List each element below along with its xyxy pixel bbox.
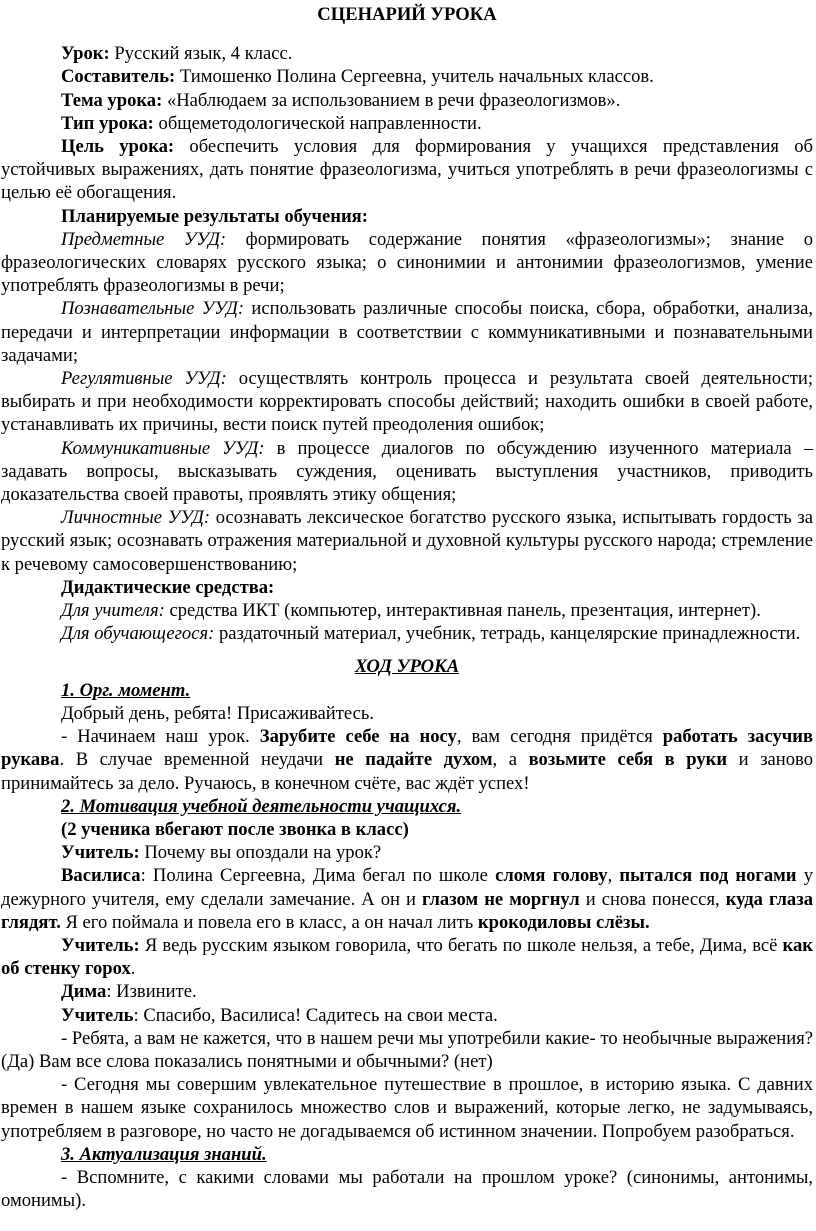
means-teacher-label: Для учителя:: [61, 600, 165, 622]
means-student-label: Для обучающегося:: [61, 623, 215, 645]
means-heading: Дидактические средства:: [61, 576, 275, 598]
lesson-label: Урок:: [61, 43, 110, 65]
document-title: СЦЕНАРИЙ УРОКА: [317, 4, 497, 25]
dima-line: Дима: Извините.: [61, 981, 197, 1003]
author-label: Составитель:: [61, 66, 176, 88]
teacher-line-3: Учитель: Спасибо, Василиса! Садитесь на свои места.: [61, 1004, 498, 1026]
topic-line: [1, 89, 813, 112]
lesson-value: Русский язык, 4 класс.: [109, 43, 293, 65]
section-3-question: - Вспомните, с какими словами мы работали на прошлом уроке? (синонимы, антонимы, омонимы).: [1, 1166, 813, 1212]
type-label: Тип урока:: [61, 112, 154, 134]
subject-results: Предметные УУД: формировать содержание понятия «фразеологизмы»; знание о фразеологических словарях русского языка; о синонимии и антонимии фразеологизмов, умение употреблять фразеологизмы в речи;: [1, 228, 813, 297]
lesson-line: [1, 42, 813, 65]
type-line: [1, 112, 813, 135]
teacher-line-1: Учитель: Почему вы опоздали на урок?: [61, 842, 382, 864]
topic-value: «Наблюдаем за использованием в речи фразеологизмов».: [162, 89, 621, 111]
regulative-label: Регулятивные УУД:: [61, 368, 227, 390]
goal-value: обеспечить условия для формирования у учащихся представления об устойчивых выражениях, дать понятие фразеологизма, учиться употреблять в речи фразеологизмы с целью её обогащения.: [1, 136, 814, 204]
teacher-line-2: Учитель: Я ведь русским языком говорила, что бегать по школе нельзя, а тебе, Дима, всё как об стенку горох.: [1, 934, 813, 980]
type-value: общеметодологической направленности.: [153, 112, 482, 134]
section-1-intro: - Начинаем наш урок. Зарубите себе на носу, вам сегодня придётся работать засучив рукава. В случае временной неудачи не падайте духом, а возьмите себя в руки и заново принимайтесь за дело. Ручаюсь, в конечном счёте, вас ждёт успех!: [1, 726, 814, 794]
goal-label: Цель урока:: [61, 136, 175, 158]
document-page: [0, 3, 816, 1212]
author-value: Тимошенко Полина Сергеевна, учитель начальных классов.: [175, 66, 654, 88]
section-2-question: - Ребята, а вам не кажется, что в нашем речи мы употребили какие- то необычные выражения? (Да) Вам все слова показались понятными и обычными? (нет): [1, 1027, 813, 1072]
vasilisa-line: Василиса: Полина Сергеевна, Дима бегал по школе сломя голову, пытался под ногами у дежурного учителя, ему сделали замечание. А он и глазом не моргнул и снова понесся, куда глаза глядят. Я его поймала и повела его в класс, а он начал лить крокодиловы слёзы.: [1, 865, 813, 933]
personal-label: Личностные УУД:: [61, 507, 211, 529]
section-1-greeting: Добрый день, ребята! Присаживайтесь.: [61, 702, 374, 724]
regulative-results: Регулятивные УУД: осуществлять контроль процесса и результата своей деятельности; выбирать и при необходимости корректировать способы действий; находить ошибки в своей работе, устанавливать их причины, вести поиск путей преодоления ошибок;: [1, 368, 813, 436]
author-line: [1, 65, 813, 88]
communicative-label: Коммуникативные УУД:: [61, 437, 265, 459]
course-heading: ХОД УРОКА: [354, 656, 460, 678]
goal-paragraph: [1, 135, 813, 205]
cognitive-results: Познавательные УУД: использовать различные способы поиска, сбора, обработки, анализа, передачи и интерпретации информации в соответствии с коммуникативными и познавательными задачами;: [1, 298, 813, 366]
section-2-heading: 2. Мотивация учебной деятельности учащихся.: [61, 795, 462, 817]
section-2-journey: - Сегодня мы совершим увлекательное путешествие в прошлое, в историю языка. С давних времен в нашем языке сохранилось множество слов и выражений, которые легко, не задумываясь, употребляем в разговоре, но часто не догадываемся об истинном значении. Попробуем разобраться.: [1, 1074, 813, 1142]
section-2-note: (2 ученика вбегают после звонка в класс): [61, 818, 409, 840]
cognitive-label: Познавательные УУД:: [61, 298, 245, 320]
section-3-heading: 3. Актуализация знаний.: [61, 1143, 267, 1165]
means-student: Для обучающегося: раздаточный материал, учебник, тетрадь, канцелярские принадлежности.: [61, 623, 801, 645]
section-1-heading: 1. Орг. момент.: [61, 679, 191, 701]
personal-results: Личностные УУД: осознавать лексическое богатство русского языка, испытывать гордость за русский язык; осознавать отражения материальной и духовной культуры русского народа; стремление к речевому самосовершенствованию;: [1, 507, 814, 575]
subject-label: Предметные УУД:: [61, 228, 227, 250]
communicative-results: Коммуникативные УУД: в процессе диалогов по обсуждению изученного материала – задавать вопросы, высказывать суждения, оценивать выступления участников, приводить доказательства своей правоты, проявлять этику общения;: [1, 437, 814, 506]
topic-label: Тема урока:: [61, 89, 163, 111]
means-teacher: Для учителя: средства ИКТ (компьютер, интерактивная панель, презентация, интернет).: [61, 600, 761, 622]
results-heading: Планируемые результаты обучения:: [61, 205, 368, 227]
